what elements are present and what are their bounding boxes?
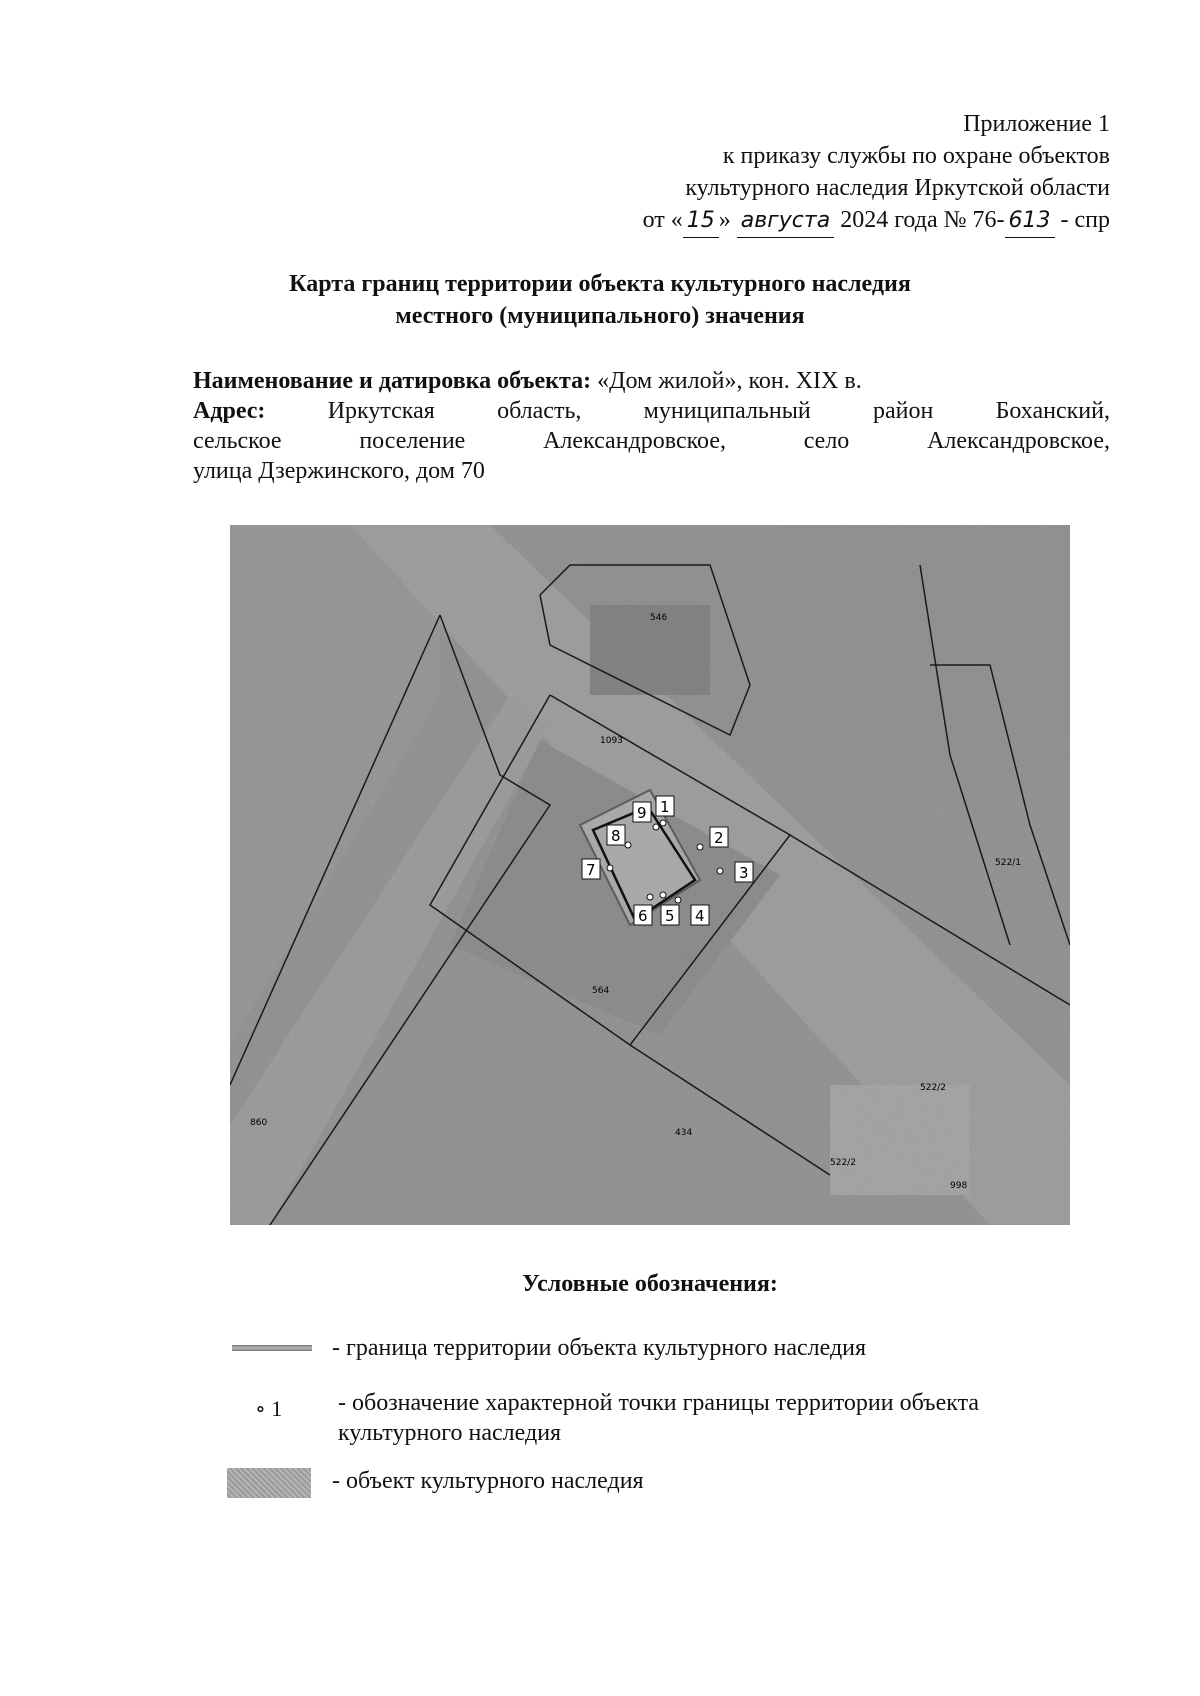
address-word: область, — [497, 398, 582, 424]
parcel-label: 546 — [650, 613, 668, 623]
appendix-line-3: культурного наследия Иркутской области — [685, 175, 1110, 201]
title-line-1: Карта границ территории объекта культурного наследия — [289, 271, 911, 297]
parcel-label: 998 — [950, 1181, 968, 1191]
legend-boundary-text: - граница территории объекта культурного наследия — [332, 1335, 867, 1361]
document-title — [0, 268, 1200, 332]
object-name-value: «Дом жилой», кон. XIX в. — [597, 368, 862, 394]
appendix-line-2: к приказу службы по охране объектов — [722, 143, 1110, 169]
point-label: 5 — [665, 907, 675, 925]
address-word: поселение — [359, 428, 466, 454]
point-label: 7 — [586, 861, 596, 879]
order-month: августа — [737, 205, 834, 238]
address-word: Александровское, — [543, 428, 726, 454]
point-label: 1 — [660, 798, 670, 816]
date-mid: » — [718, 207, 731, 233]
parcel-label: 522/2 — [830, 1158, 856, 1168]
point-label: 2 — [714, 829, 724, 847]
parcel-label: 434 — [675, 1128, 693, 1138]
legend-point-symbol: ∘ 1 — [255, 1396, 283, 1421]
order-number: 613 — [1005, 205, 1055, 238]
map-image — [230, 525, 1070, 1225]
legend-title: Условные обозначения: — [522, 1271, 778, 1297]
parcel-label: 522/2 — [920, 1083, 946, 1093]
point-label: 4 — [695, 907, 705, 925]
legend-object-text: - объект культурного наследия — [332, 1468, 644, 1494]
appendix-line-1: Приложение 1 — [963, 111, 1110, 137]
legend-point-line-2: культурного наследия — [338, 1420, 562, 1446]
legend-boundary-symbol — [232, 1345, 312, 1351]
date-prefix: от « — [642, 207, 683, 233]
address-word: сельское — [193, 428, 282, 454]
grain-overlay — [230, 525, 1070, 1225]
order-year: 2024 года № 76- — [840, 207, 1005, 233]
cadastral-map — [230, 525, 1070, 1225]
order-day: 15 — [683, 205, 719, 238]
address-word: село — [803, 428, 850, 454]
legend-point-text — [338, 1388, 1098, 1448]
point-label: 3 — [739, 864, 749, 882]
point-label: 6 — [638, 907, 648, 925]
point-label: 9 — [637, 804, 647, 822]
address-word: Боханский, — [995, 398, 1110, 424]
title-line-2: местного (муниципального) значения — [395, 303, 805, 329]
address-line-2 — [193, 426, 1110, 456]
point-label: 8 — [611, 827, 621, 845]
address-word: район — [872, 398, 934, 424]
order-date-line — [643, 204, 1110, 238]
object-name-line — [193, 366, 1110, 396]
parcel-label: 522/1 — [995, 858, 1021, 868]
object-name-label: Наименование и датировка объекта: — [193, 368, 592, 394]
address-label: Адрес: — [193, 398, 266, 424]
object-info — [193, 366, 1110, 486]
address-word: Иркутская — [327, 398, 435, 424]
parcel-label: 1093 — [600, 736, 623, 746]
parcel-label: 564 — [592, 986, 610, 996]
address-line-3: улица Дзержинского, дом 70 — [193, 458, 485, 484]
legend-object-swatch — [227, 1468, 311, 1498]
parcel-label: 860 — [250, 1118, 268, 1128]
legend-point-line-1: - обозначение характерной точки границы территории объекта — [338, 1390, 980, 1416]
address-word: муниципальный — [643, 398, 811, 424]
address-line-1 — [193, 396, 1110, 426]
appendix-header — [643, 108, 1110, 238]
address-word: Александровское, — [927, 428, 1110, 454]
order-suffix: - спр — [1060, 207, 1110, 233]
